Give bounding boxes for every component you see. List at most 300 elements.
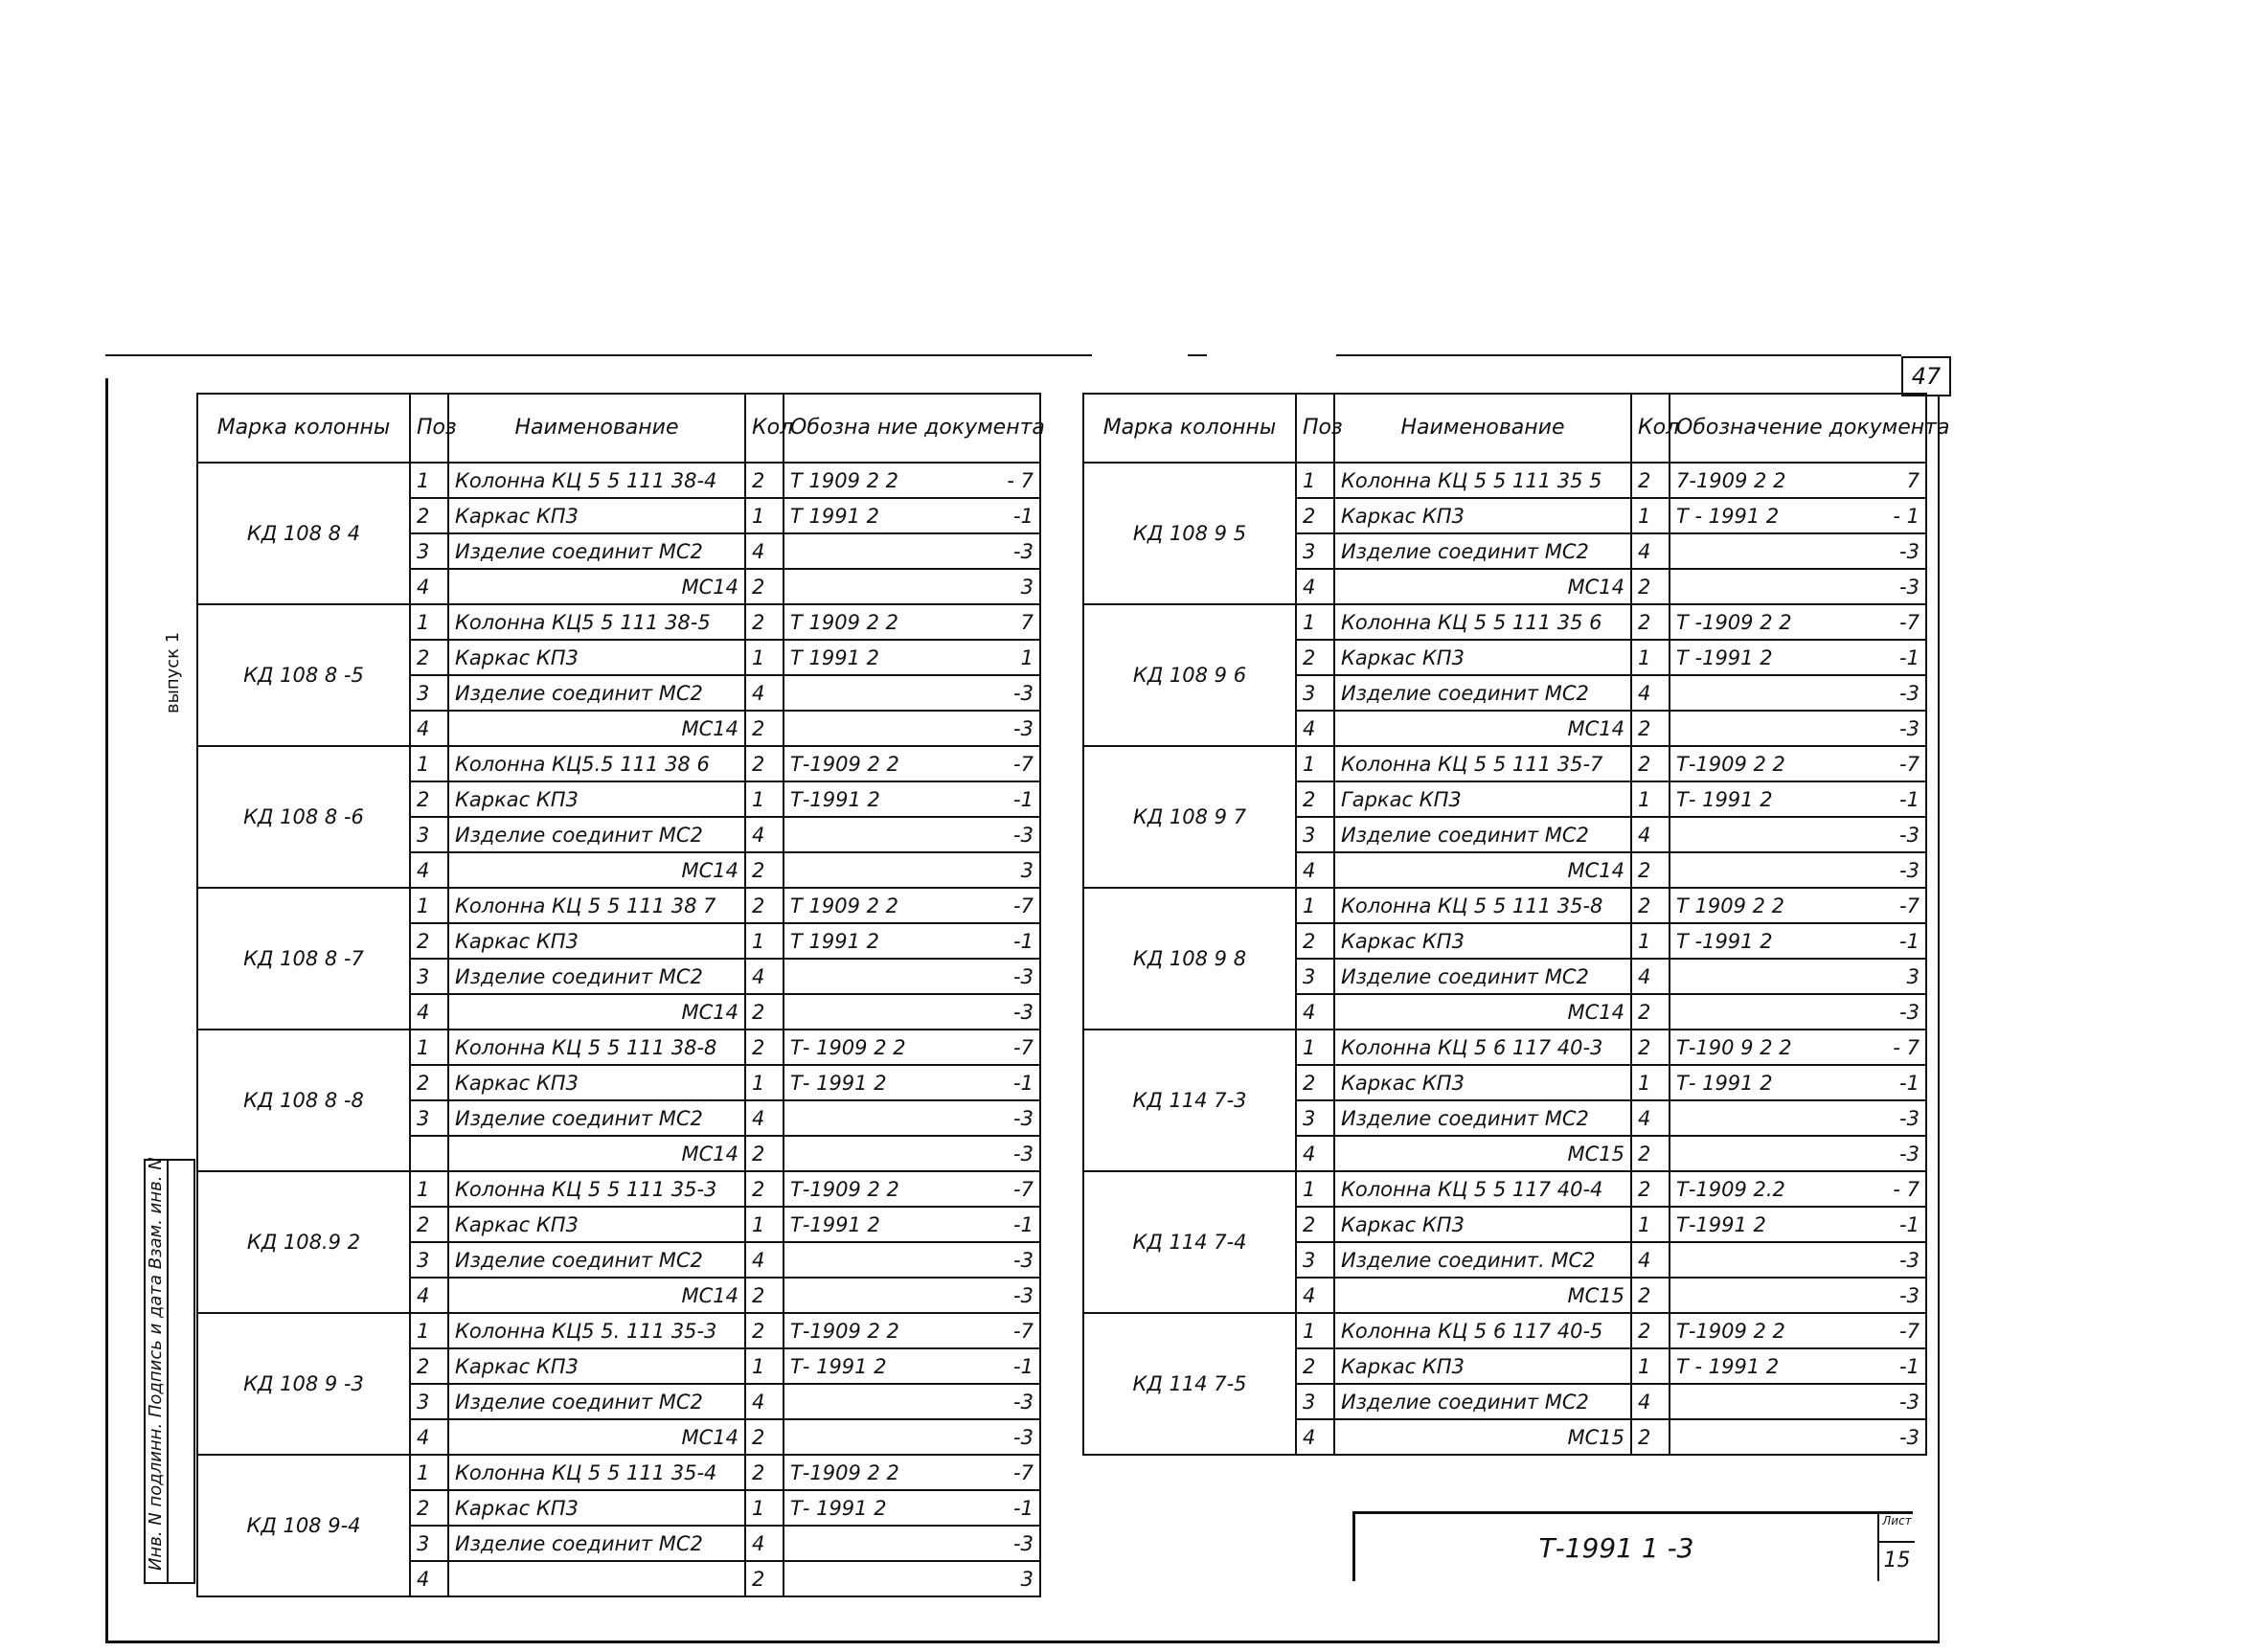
row-quantity: 2 <box>1631 569 1670 604</box>
row-position: 4 <box>1296 852 1334 888</box>
document-suffix: -1 <box>1899 1354 1920 1378</box>
column-mark: КД 108 9-4 <box>197 1455 410 1596</box>
row-name: Колонна КЦ 5 5 117 40-4 <box>1334 1171 1631 1207</box>
document-suffix: -3 <box>1013 1283 1034 1307</box>
row-document <box>784 817 1040 852</box>
table-header-row <box>1083 394 1926 463</box>
document-code-part: Т-1991 2 <box>790 787 880 811</box>
table-row <box>1083 463 1926 498</box>
row-position: 4 <box>1296 994 1334 1030</box>
row-document <box>1670 1030 1926 1065</box>
row-quantity: 4 <box>1631 1242 1670 1278</box>
row-document <box>784 888 1040 923</box>
row-position: 2 <box>1296 923 1334 959</box>
document-suffix: -1 <box>1013 1354 1034 1378</box>
header-name: Наименование <box>448 394 745 463</box>
row-position: 1 <box>1296 888 1334 923</box>
document-code-part: Т-1991 2 <box>1676 1212 1766 1236</box>
document-suffix: -1 <box>1899 787 1920 811</box>
column-mark: КД 108 8 -7 <box>197 888 410 1030</box>
document-code-part: Т-1909 2 2 <box>790 1177 899 1201</box>
document-suffix: -1 <box>1899 645 1920 669</box>
row-quantity: 2 <box>745 888 784 923</box>
row-name: Колонна КЦ 5 5 111 35-8 <box>1334 888 1631 923</box>
row-position: 3 <box>1296 675 1334 711</box>
table-row <box>197 1313 1040 1348</box>
row-document <box>784 1171 1040 1207</box>
row-name: Изделие соединит МС2 <box>448 1384 745 1419</box>
right-spec-table <box>1082 393 1950 1456</box>
header-pos: Поз <box>1296 394 1334 463</box>
row-name: Каркас КП3 <box>1334 1065 1631 1100</box>
row-name: Каркас КП3 <box>448 640 745 675</box>
row-document <box>1670 1278 1926 1313</box>
row-document <box>1670 711 1926 746</box>
table-row <box>1083 1171 1926 1207</box>
column-mark: КД 108 8 -6 <box>197 746 410 888</box>
row-position: 2 <box>410 1348 448 1384</box>
row-quantity: 2 <box>745 1313 784 1348</box>
row-document <box>784 1455 1040 1490</box>
row-name: Каркас КП3 <box>1334 1348 1631 1384</box>
column-mark: КД 108 9 6 <box>1083 604 1296 746</box>
column-mark: КД 114 7-4 <box>1083 1171 1296 1313</box>
row-position: 4 <box>410 1561 448 1596</box>
document-code-part: Т- 1909 2 2 <box>790 1035 906 1059</box>
row-position: 2 <box>410 1065 448 1100</box>
document-suffix: 7 <box>1020 610 1034 634</box>
row-document <box>1670 1313 1926 1348</box>
row-name: Каркас КП3 <box>448 1065 745 1100</box>
row-quantity: 4 <box>1631 1100 1670 1136</box>
row-name: Изделие соединит МС2 <box>448 959 745 994</box>
row-quantity: 1 <box>745 1207 784 1242</box>
row-document <box>784 1313 1040 1348</box>
row-name: МС14 <box>448 994 745 1030</box>
row-position: 1 <box>410 1030 448 1065</box>
table-row <box>197 1030 1040 1065</box>
row-position: 2 <box>410 640 448 675</box>
document-suffix: -7 <box>1013 1177 1034 1201</box>
row-quantity: 2 <box>1631 1278 1670 1313</box>
document-suffix: -3 <box>1899 1425 1920 1449</box>
row-name: МС15 <box>1334 1136 1631 1171</box>
row-quantity: 4 <box>745 1100 784 1136</box>
row-position: 1 <box>1296 1313 1334 1348</box>
row-position: 3 <box>410 817 448 852</box>
row-name: Изделие соединит МС2 <box>448 1242 745 1278</box>
table-row <box>1083 1313 1926 1348</box>
document-code-part: Т-1991 2 <box>790 1212 880 1236</box>
row-quantity: 2 <box>745 852 784 888</box>
document-code-part: Т 1991 2 <box>790 504 879 528</box>
row-name: Каркас КП3 <box>1334 1207 1631 1242</box>
row-document <box>1670 1171 1926 1207</box>
document-suffix: -3 <box>1899 858 1920 882</box>
row-name: МС14 <box>448 1419 745 1455</box>
document-suffix: 3 <box>1020 1567 1034 1591</box>
row-position: 3 <box>1296 1242 1334 1278</box>
document-suffix: -7 <box>1899 610 1920 634</box>
document-suffix: -3 <box>1899 1390 1920 1414</box>
document-suffix: -3 <box>1013 1390 1034 1414</box>
row-document <box>1670 852 1926 888</box>
row-position: 2 <box>410 498 448 533</box>
row-document <box>784 1348 1040 1384</box>
row-position: 4 <box>1296 711 1334 746</box>
row-quantity: 2 <box>745 1171 784 1207</box>
row-quantity: 4 <box>745 675 784 711</box>
document-suffix: -7 <box>1899 752 1920 776</box>
row-position: 3 <box>1296 959 1334 994</box>
document-code-part: Т -1909 2 2 <box>1676 610 1792 634</box>
row-quantity: 1 <box>1631 923 1670 959</box>
row-name: МС14 <box>1334 994 1631 1030</box>
row-quantity: 1 <box>1631 781 1670 817</box>
document-suffix: -3 <box>1899 575 1920 599</box>
row-document <box>784 1136 1040 1171</box>
row-name: Изделие соединит МС2 <box>448 817 745 852</box>
table-row <box>1083 604 1926 640</box>
table-row <box>1083 888 1926 923</box>
document-suffix: -3 <box>1899 823 1920 847</box>
sheet-label: Лист <box>1879 1514 1915 1543</box>
row-document <box>1670 959 1926 994</box>
table-row <box>197 746 1040 781</box>
row-position: 3 <box>410 1242 448 1278</box>
row-document <box>784 1207 1040 1242</box>
document-suffix: -1 <box>1013 1212 1034 1236</box>
document-suffix: -1 <box>1013 504 1034 528</box>
row-quantity: 1 <box>745 1348 784 1384</box>
row-document <box>1670 1136 1926 1171</box>
row-position: 3 <box>410 675 448 711</box>
document-code-part: Т-190 9 2 2 <box>1676 1035 1792 1059</box>
row-position: 1 <box>410 888 448 923</box>
table-row <box>197 1171 1040 1207</box>
row-position: 4 <box>1296 569 1334 604</box>
column-mark: КД 108 8 4 <box>197 463 410 604</box>
row-quantity: 2 <box>745 1030 784 1065</box>
row-name: МС14 <box>1334 569 1631 604</box>
row-position: 1 <box>1296 463 1334 498</box>
document-suffix: -3 <box>1013 1248 1034 1272</box>
row-quantity: 1 <box>745 640 784 675</box>
document-suffix: -3 <box>1899 539 1920 563</box>
row-name: Изделие соединит МС2 <box>1334 533 1631 569</box>
row-position: 4 <box>410 711 448 746</box>
document-suffix: -3 <box>1013 539 1034 563</box>
table-header-row <box>197 394 1040 463</box>
row-quantity: 1 <box>1631 640 1670 675</box>
document-suffix: -1 <box>1013 1496 1034 1520</box>
row-name: МС14 <box>448 1278 745 1313</box>
row-name: Колонна КЦ 5 5 111 35-3 <box>448 1171 745 1207</box>
row-position: 3 <box>1296 533 1334 569</box>
row-position: 2 <box>1296 1207 1334 1242</box>
document-suffix: 3 <box>1020 858 1034 882</box>
row-position: 2 <box>410 1490 448 1526</box>
row-quantity: 4 <box>745 817 784 852</box>
row-name: Изделие соединит МС2 <box>1334 1100 1631 1136</box>
row-position: 2 <box>410 781 448 817</box>
row-position: 4 <box>410 852 448 888</box>
document-suffix: 3 <box>1020 575 1034 599</box>
row-document <box>1670 746 1926 781</box>
row-quantity: 2 <box>1631 1313 1670 1348</box>
row-quantity: 4 <box>745 1242 784 1278</box>
row-name: Колонна КЦ 5 5 111 38 7 <box>448 888 745 923</box>
row-document <box>784 1065 1040 1100</box>
row-name: Колонна КЦ5 5. 111 35-3 <box>448 1313 745 1348</box>
document-suffix: 1 <box>1020 645 1034 669</box>
header-pos: Поз <box>410 394 448 463</box>
row-name <box>448 1561 745 1596</box>
row-quantity: 2 <box>1631 604 1670 640</box>
row-name: Каркас КП3 <box>448 1348 745 1384</box>
column-mark: КД 114 7-5 <box>1083 1313 1296 1455</box>
row-position: 1 <box>410 1171 448 1207</box>
column-mark: КД 108.9 2 <box>197 1171 410 1313</box>
document-suffix: -7 <box>1013 894 1034 917</box>
row-name: Колонна КЦ 5 6 117 40-3 <box>1334 1030 1631 1065</box>
document-suffix: -7 <box>1013 1035 1034 1059</box>
header-mark: Марка колонны <box>197 394 410 463</box>
row-position: 4 <box>410 569 448 604</box>
document-suffix: -1 <box>1899 1212 1920 1236</box>
header-qty: Кол <box>745 394 784 463</box>
row-quantity: 2 <box>745 994 784 1030</box>
document-code-part: Т 1909 2 2 <box>790 610 899 634</box>
row-name: Каркас КП3 <box>1334 923 1631 959</box>
row-position: 4 <box>1296 1278 1334 1313</box>
document-suffix: -7 <box>1899 894 1920 917</box>
document-suffix: -3 <box>1899 1248 1920 1272</box>
document-suffix: -3 <box>1013 1531 1034 1555</box>
row-quantity: 2 <box>1631 1030 1670 1065</box>
table-row <box>1083 746 1926 781</box>
row-position: 3 <box>410 1384 448 1419</box>
row-position: 1 <box>1296 1171 1334 1207</box>
table-row <box>197 1455 1040 1490</box>
document-suffix: -3 <box>1899 1000 1920 1024</box>
row-position <box>410 1136 448 1171</box>
row-position: 2 <box>410 923 448 959</box>
row-quantity: 2 <box>1631 994 1670 1030</box>
row-name: МС14 <box>448 1136 745 1171</box>
row-quantity: 4 <box>745 959 784 994</box>
document-suffix: -1 <box>1013 787 1034 811</box>
row-position: 1 <box>1296 604 1334 640</box>
row-name: МС14 <box>1334 711 1631 746</box>
document-suffix: -3 <box>1013 681 1034 705</box>
row-document <box>1670 1384 1926 1419</box>
row-document <box>784 1490 1040 1526</box>
row-quantity: 2 <box>745 1278 784 1313</box>
row-document <box>784 498 1040 533</box>
row-document <box>1670 640 1926 675</box>
row-quantity: 2 <box>1631 888 1670 923</box>
row-document <box>1670 1065 1926 1100</box>
row-position: 4 <box>410 1278 448 1313</box>
row-name: Колонна КЦ 5 5 111 38-4 <box>448 463 745 498</box>
document-suffix: -3 <box>1899 1106 1920 1130</box>
row-name: Изделие соединит МС2 <box>448 1526 745 1561</box>
document-suffix: -7 <box>1013 752 1034 776</box>
row-document <box>784 1384 1040 1419</box>
top-line <box>105 354 1092 356</box>
row-document <box>784 711 1040 746</box>
document-code-part: Т 1991 2 <box>790 645 879 669</box>
row-name: Колонна КЦ 5 5 111 38-8 <box>448 1030 745 1065</box>
row-document <box>1670 888 1926 923</box>
row-name: Колонна КЦ 5 5 111 35 6 <box>1334 604 1631 640</box>
document-suffix: -3 <box>1899 1283 1920 1307</box>
side-stamp-text: Инв. N подлинн. Подпись и дата Взам. инв. N <box>146 1157 166 1571</box>
row-position: 3 <box>1296 1100 1334 1136</box>
row-position: 4 <box>1296 1136 1334 1171</box>
row-quantity: 4 <box>745 533 784 569</box>
row-name: Изделие соединит МС2 <box>1334 959 1631 994</box>
row-document <box>1670 604 1926 640</box>
row-position: 2 <box>1296 781 1334 817</box>
row-quantity: 4 <box>1631 533 1670 569</box>
header-name: Наименование <box>1334 394 1631 463</box>
document-suffix: -1 <box>1899 929 1920 953</box>
header-doc: Обозна ние документа <box>784 394 1040 463</box>
row-name: Каркас КП3 <box>448 1490 745 1526</box>
row-document <box>784 923 1040 959</box>
row-name: Изделие соединит МС2 <box>448 675 745 711</box>
row-quantity: 1 <box>745 1065 784 1100</box>
row-position: 1 <box>1296 746 1334 781</box>
document-code-part: 7-1909 2 2 <box>1676 468 1786 492</box>
header-mark: Марка колонны <box>1083 394 1296 463</box>
row-document <box>1670 569 1926 604</box>
document-code-part: Т-1909 2 2 <box>1676 1319 1785 1343</box>
document-suffix: - 1 <box>1893 504 1920 528</box>
document-suffix: -3 <box>1899 716 1920 740</box>
row-document <box>784 1278 1040 1313</box>
document-suffix: -3 <box>1013 1425 1034 1449</box>
row-name: Каркас КП3 <box>1334 498 1631 533</box>
document-code-part: Т- 1991 2 <box>790 1354 887 1378</box>
row-document <box>1670 1348 1926 1384</box>
row-quantity: 1 <box>745 498 784 533</box>
document-suffix: -3 <box>1013 1106 1034 1130</box>
row-quantity: 1 <box>1631 1348 1670 1384</box>
document-suffix: -1 <box>1899 1071 1920 1095</box>
row-quantity: 1 <box>1631 1065 1670 1100</box>
document-code-part: Т- 1991 2 <box>1676 1071 1773 1095</box>
document-code-part: Т-1909 2 2 <box>790 1460 899 1484</box>
row-name: Колонна КЦ 5 5 111 35-4 <box>448 1455 745 1490</box>
header-qty: Кол <box>1631 394 1670 463</box>
row-document <box>784 746 1040 781</box>
sheet-number: 47 <box>1901 356 1951 396</box>
row-quantity: 4 <box>1631 817 1670 852</box>
header-doc: Обозначение документа <box>1670 394 1926 463</box>
document-code-part: Т- 1991 2 <box>1676 787 1773 811</box>
document-code-part: Т-1909 2 2 <box>1676 752 1785 776</box>
row-document <box>1670 533 1926 569</box>
row-document <box>784 569 1040 604</box>
row-document <box>1670 675 1926 711</box>
row-quantity: 2 <box>1631 1171 1670 1207</box>
column-mark: КД 108 9 7 <box>1083 746 1296 888</box>
document-suffix: - 7 <box>1893 1035 1920 1059</box>
row-position: 3 <box>410 1100 448 1136</box>
row-quantity: 2 <box>1631 746 1670 781</box>
row-document <box>1670 994 1926 1030</box>
document-code: Т-1991 1 -3 <box>1538 1531 1694 1564</box>
row-quantity: 1 <box>745 1490 784 1526</box>
row-name: МС14 <box>448 711 745 746</box>
row-quantity: 2 <box>745 1561 784 1596</box>
document-code-part: Т -1991 2 <box>1676 929 1773 953</box>
row-name: Колонна КЦ5.5 111 38 6 <box>448 746 745 781</box>
row-quantity: 2 <box>1631 1136 1670 1171</box>
vypusk-label: выпуск 1 <box>163 631 183 713</box>
row-position: 4 <box>410 1419 448 1455</box>
row-position: 4 <box>410 994 448 1030</box>
row-position: 4 <box>1296 1419 1334 1455</box>
table-row <box>197 888 1040 923</box>
row-quantity: 4 <box>1631 1384 1670 1419</box>
document-code-part: Т 1909 2 2 <box>790 468 899 492</box>
document-suffix: - 7 <box>1893 1177 1920 1201</box>
row-name: Изделие соединит МС2 <box>1334 675 1631 711</box>
document-suffix: -7 <box>1013 1319 1034 1343</box>
document-suffix: -3 <box>1013 823 1034 847</box>
document-suffix: -7 <box>1899 1319 1920 1343</box>
row-quantity: 2 <box>745 569 784 604</box>
document-suffix: -3 <box>1013 1142 1034 1165</box>
row-document <box>784 1561 1040 1596</box>
row-name: Изделие соединит. МС2 <box>1334 1242 1631 1278</box>
row-document <box>1670 498 1926 533</box>
row-name: Колонна КЦ 5 5 111 35-7 <box>1334 746 1631 781</box>
row-position: 2 <box>1296 640 1334 675</box>
row-quantity: 2 <box>745 1455 784 1490</box>
document-code-part: Т -1991 2 <box>1676 645 1773 669</box>
row-position: 1 <box>410 1313 448 1348</box>
row-document <box>784 1030 1040 1065</box>
column-mark: КД 108 8 -5 <box>197 604 410 746</box>
row-position: 2 <box>410 1207 448 1242</box>
row-document <box>1670 781 1926 817</box>
row-quantity: 2 <box>745 746 784 781</box>
column-mark: КД 108 9 8 <box>1083 888 1296 1030</box>
row-quantity: 2 <box>1631 852 1670 888</box>
row-quantity: 2 <box>745 463 784 498</box>
document-code-part: Т-1909 2 2 <box>790 1319 899 1343</box>
row-position: 1 <box>410 604 448 640</box>
row-document <box>784 1242 1040 1278</box>
row-position: 3 <box>1296 817 1334 852</box>
table-row <box>197 463 1040 498</box>
row-quantity: 2 <box>745 711 784 746</box>
row-name: МС14 <box>448 569 745 604</box>
row-document <box>1670 1100 1926 1136</box>
table-row <box>1083 1030 1926 1065</box>
document-suffix: -3 <box>1899 1142 1920 1165</box>
row-quantity: 2 <box>1631 463 1670 498</box>
row-name: Каркас КП3 <box>448 1207 745 1242</box>
row-position: 1 <box>1296 1030 1334 1065</box>
document-suffix: -3 <box>1013 716 1034 740</box>
row-document <box>784 463 1040 498</box>
